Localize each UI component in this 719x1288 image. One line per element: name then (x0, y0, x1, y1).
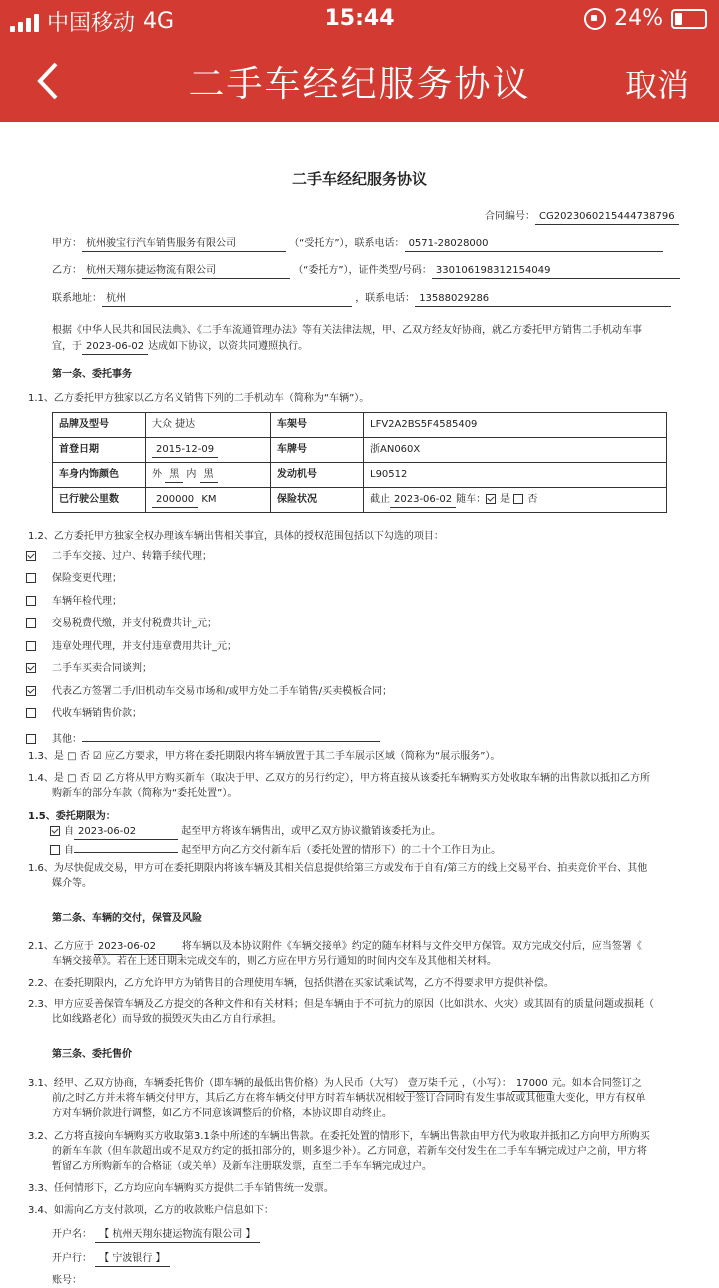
party-b-name: 杭州天翔东捷运物流有限公司 (82, 264, 290, 279)
address-phone: 13588029286 (415, 292, 671, 307)
option-label: 代收车辆销售价款； (52, 708, 142, 719)
contract-number-value: CG20230602154447387​96 (535, 210, 679, 225)
clause-2-1-line-2: 车辆交接单》。若在上述日期未完成交车的，则乙方应在甲方另行通知的时间内交车及其他相关材料。 (52, 956, 497, 967)
vehicle-info-table (52, 412, 667, 513)
option-label: 交易税费代缴，并支付税费共计_元； (52, 618, 217, 629)
contract-number: 合同编号： CG20230602154447387​96 (485, 210, 679, 225)
authorization-option (26, 572, 122, 586)
party-b-id: 330106198312154049 (432, 264, 680, 279)
carrier-label: 中国移动 (47, 11, 136, 36)
document-title: 二手车经纪服务协议 (291, 170, 427, 188)
option-checkbox (26, 708, 36, 718)
party-a-phone: 0571-28028000 (405, 237, 663, 252)
clause-3-1-line-1: 3.1、经甲、乙双方协商，车辆委托售价（即车辆的最低出售价格）为人民币（大写） 壹万柒千元 ，（小写）： 17000 元。如本合同签订之 (28, 1077, 642, 1092)
authorization-option (26, 662, 152, 676)
option-label: 二手车买卖合同谈判； (52, 663, 152, 674)
intro-line-2: 宜，于 2023-06-02 达成如下协议，以资共同遵照执行。 (52, 340, 308, 355)
page-title: 二手车经纪服务协议 (188, 64, 531, 105)
authorization-option (26, 617, 217, 631)
clause-1-5-option-a: 自 2023-06-02 起至甲方将该车辆售出，或甲乙双方协议撤销该委托为止。 (50, 825, 441, 840)
authorization-option (26, 729, 380, 747)
document-viewer[interactable] (0, 122, 719, 1286)
authorization-option (26, 707, 142, 721)
account-number-row: 账号： (52, 1275, 82, 1286)
clause-2-2: 2.2、在委托期限内，乙方允许甲方为销售目的合理使用车辆，包括供潜在买家试乘试驾，乙方不得要求甲方提供补偿。 (28, 978, 554, 989)
clause-1-6-line-2: 媒介等。 (52, 878, 92, 889)
status-right (584, 6, 707, 31)
clause-1-4-line-1: 1.4、是 □ 否 ☑ 乙方将从甲方购买新车（取决于甲、乙双方的另行约定），甲方将直接从该委托车辆购买方处收取车辆的出售款以抵扣乙方所 (28, 773, 651, 784)
clause-1-6-line-1: 1.6、为尽快促成交易，甲方可在委托期限内将该车辆及其相关信息提供给第三方或发布于自有/第三方的线上交易平台、拍卖竞价平台、其他 (28, 863, 648, 874)
option-checkbox (26, 551, 36, 561)
clause-2-3-line-2: 比如线路老化）而导致的损毁灭失由乙方自行承担。 (52, 1014, 282, 1025)
party-a-row: 甲方： 杭州骏宝行汽车销售服务有限公司 （“受托方”），联系电话： 0571-28028000 (52, 237, 663, 252)
network-label: 4G (143, 9, 175, 34)
party-b-row: 乙方： 杭州天翔东捷运物流有限公司 （“委托方”），证件类型/号码： 330106198312154049 (52, 264, 680, 279)
battery-icon (671, 9, 707, 29)
insurance-yes-checkbox (486, 494, 496, 504)
clause-3-2-line-3: 暂留乙方所购新车的合格证（或关单）及新车注册联发票，直至二手车车辆完成过户。 (52, 1161, 432, 1172)
clause-3-3: 3.3、任何情形下，乙方均应向车辆购买方提供二手车销售统一发票。 (28, 1183, 334, 1194)
rotation-lock-icon (584, 8, 606, 30)
authorization-option (26, 550, 212, 564)
option-checkbox (26, 686, 36, 696)
account-name: 【 杭州天翔东捷运物流有限公司 】 (95, 1228, 259, 1243)
clause-1-3: 1.3、是 □ 否 ☑ 应乙方要求，甲方将在委托期限内将车辆放置于其二手车展示区域（简称为“展示服务”）。 (28, 751, 501, 762)
clause-3-1-line-3: 方对车辆价款进行调整，如乙方不同意该调整后的价格，本协议即自动终止。 (52, 1108, 392, 1119)
option-label: 二手车交接、过户、转籍手续代理； (52, 551, 212, 562)
clause-1-5-title: 1.5、委托期限为： (28, 811, 116, 822)
option-checkbox (26, 618, 36, 628)
option-checkbox (26, 596, 36, 606)
clock: 15:44 (324, 6, 395, 31)
battery-percent: 24% (614, 6, 663, 31)
address-value: 杭州 (102, 292, 352, 307)
party-a-name: 杭州骏宝行汽车销售服务有限公司 (82, 237, 286, 252)
authorization-option (26, 640, 237, 654)
clause-3-2-line-2: 的新车车款（但车款超出或不足双方约定的抵扣部分的，则多退少补）。乙方同意，若新车交付发生在二手车车辆完成过户之前，甲方将 (52, 1146, 647, 1157)
option-checkbox (26, 734, 36, 744)
clause-1-2: 1.2、乙方委托甲方独家全权办理该车辆出售相关事宜，具体的授权范围包括以下勾选的项目： (28, 531, 444, 542)
clause-1-4-line-2: 购新车的部分车款（简称为“委托处置”）。 (52, 788, 238, 799)
table-row: 首登日期 2015-12-09 车牌号 浙AN060X (53, 438, 667, 463)
account-bank-row: 开户行： 【 宁波银行 】 (52, 1252, 170, 1267)
option-label: 其他： (52, 734, 82, 745)
clause-3-4: 3.4、如需向乙方支付款项，乙方的收款账户信息如下： (28, 1205, 274, 1216)
option-label: 车辆年检代理； (52, 596, 122, 607)
table-row: 品牌及型号 大众 捷达 车架号 LFV2A2BS5F4585409 (53, 413, 667, 438)
insurance-no-checkbox (513, 494, 523, 504)
account-bank: 【 宁波银行 】 (95, 1252, 169, 1267)
intro-line-1: 根据《中华人民共和国民法典》、《二手车流通管理办法》等有关法律法规，甲、乙双方经友好协商，就乙方委托甲方销售二手机动车事 (52, 325, 642, 336)
status-bar (0, 0, 719, 40)
option-label: 保险变更代理； (52, 573, 122, 584)
option-label: 违章处理代理，并支付违章费用共计_元； (52, 641, 237, 652)
clause-1-5-option-b: 自 起至甲方向乙方交付新车后（委托处置的情形下）的二十个工作日为止。 (50, 840, 501, 858)
table-row: 已行驶公里数 200000 KM 保险状况 截止 2023-06-02 随车： 是 否 (53, 488, 667, 513)
section-3-title: 第三条、委托售价 (52, 1049, 132, 1060)
section-1-title: 第一条、委托事务 (52, 369, 132, 380)
address-row: 联系地址： 杭州 ，联系电话： 13588029286 (52, 292, 671, 307)
clause-2-3-line-1: 2.3、甲方应妥善保管车辆及乙方提交的各种文件和有关材料；但是车辆由于不可抗力的原因（比如洪水、火灾）或其固有的质量问题或损耗（ (28, 999, 654, 1010)
clause-1-1: 1.1、乙方委托甲方独家以乙方名义销售下列的二手机动车（简称为“车辆”）。 (28, 393, 370, 404)
authorization-option (26, 685, 392, 699)
nav-bar (0, 40, 719, 122)
clause-2-1-line-1: 2.1、乙方应于 2023-06-02 将车辆以及本协议附件《车辆交接单》约定的随车材料与文件交甲方保管。双方完成交付后，应当签署《 (28, 940, 642, 955)
term-option-a-checkbox (50, 826, 60, 836)
clause-3-2-line-1: 3.2、乙方将直接向车辆购买方收取第3.1条中所述的车辆出售款。在委托处置的情形下，车辆出售款由甲方代为收取并抵扣乙方向甲方所购买 (28, 1131, 650, 1142)
clause-3-1-line-2: 前/之时乙方并未将车辆交付甲方，其后乙方在将车辆交付甲方时若车辆状况相较于签订合同时有发生事故或其他重大变化，甲方有权单 (52, 1093, 646, 1104)
option-checkbox (26, 641, 36, 651)
table-row: 车身内饰颜色 外 黑 内 黑 发动机号 L90512 (53, 463, 667, 488)
authorization-option (26, 595, 122, 609)
section-2-title: 第二条、车辆的交付，保管及风险 (52, 913, 202, 924)
option-checkbox (26, 573, 36, 583)
account-name-row: 开户名： 【 杭州天翔东捷运物流有限公司 】 (52, 1228, 260, 1243)
term-option-b-checkbox (50, 845, 60, 855)
option-checkbox (26, 663, 36, 673)
option-label: 代表乙方签署二手/旧机动车交易市场和/或甲方处二手车销售/买卖模板合同； (52, 686, 393, 697)
cancel-button[interactable]: 取消 (624, 66, 689, 104)
